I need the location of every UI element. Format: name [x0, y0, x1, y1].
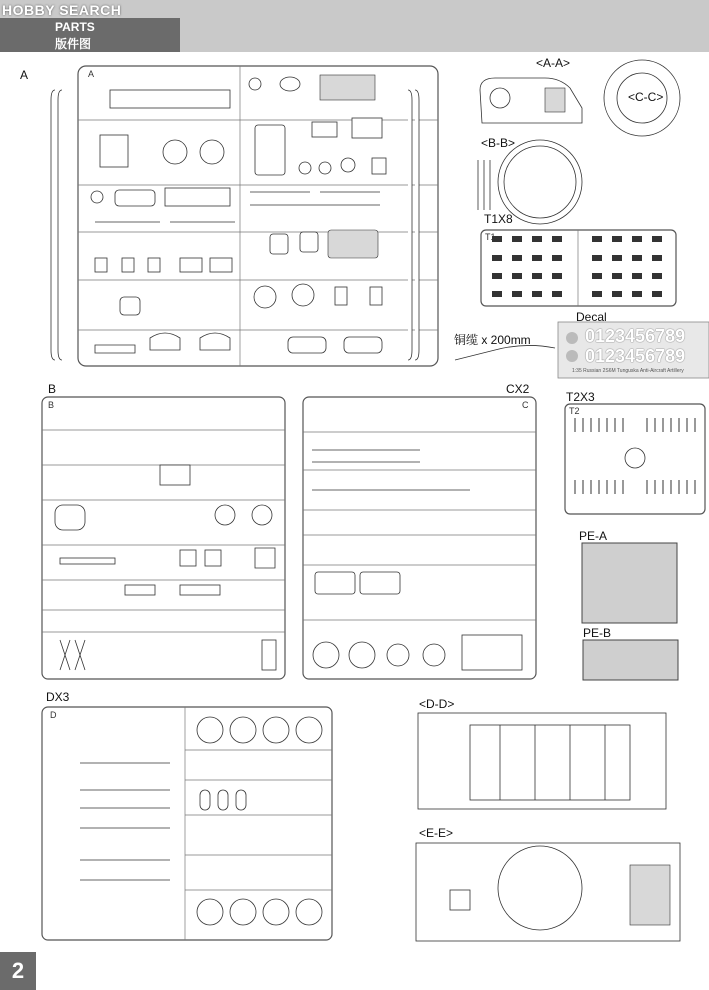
watermark: HOBBY SEARCH: [2, 2, 122, 18]
decal-label: Decal: [576, 310, 607, 324]
section-dd-label: <D-D>: [419, 697, 455, 711]
sprue-a: [51, 66, 438, 366]
copper-wire-label: 铜缆 x 200mm: [454, 333, 531, 347]
pe-a-label: PE-A: [579, 529, 608, 543]
sprue-b-tag: B: [48, 400, 55, 410]
sprue-t2: [565, 404, 705, 514]
decal-numbers-1: 0123456789: [585, 326, 686, 346]
section-dd-drawing: [418, 713, 666, 809]
sprue-d: [42, 707, 332, 940]
section-ee-label: <E-E>: [419, 826, 454, 840]
sprue-c-label: CX2: [506, 382, 530, 396]
sprue-c: [303, 397, 536, 679]
section-bb-label: <B-B>: [481, 136, 516, 150]
decal-numbers-2: 0123456789: [585, 346, 686, 366]
pe-b-label: PE-B: [583, 626, 612, 640]
section-aa-drawing: [480, 78, 582, 123]
sprue-t2-label: T2X3: [566, 390, 595, 404]
sprue-a-tag: A: [88, 69, 95, 79]
page-title: PARTS: [55, 20, 95, 34]
pe-a-fret: [582, 543, 677, 623]
sprue-t1-label: T1X8: [484, 212, 513, 226]
sprue-d-tag: D: [50, 710, 57, 720]
sprue-t1-tag: T1: [485, 232, 496, 242]
decal-caption: 1:35 Russian 2S6M Tunguska Anti-Aircraft Artillery: [572, 368, 684, 374]
pe-b-fret: [583, 640, 678, 680]
section-aa-label: <A-A>: [536, 56, 571, 70]
page-subtitle: 版件图: [55, 37, 92, 51]
sprue-d-label: DX3: [46, 690, 70, 704]
sprue-a-label: A: [20, 68, 29, 82]
page-number: 2: [0, 952, 36, 990]
sprue-t1: [481, 230, 676, 306]
sprue-b-label: B: [48, 382, 57, 396]
sprue-b: [42, 397, 285, 679]
sprue-t2-tag: T2: [569, 406, 580, 416]
sprue-c-tag: C: [522, 400, 529, 410]
section-cc-label: <C-C>: [628, 90, 664, 104]
section-ee-drawing: [416, 843, 680, 941]
